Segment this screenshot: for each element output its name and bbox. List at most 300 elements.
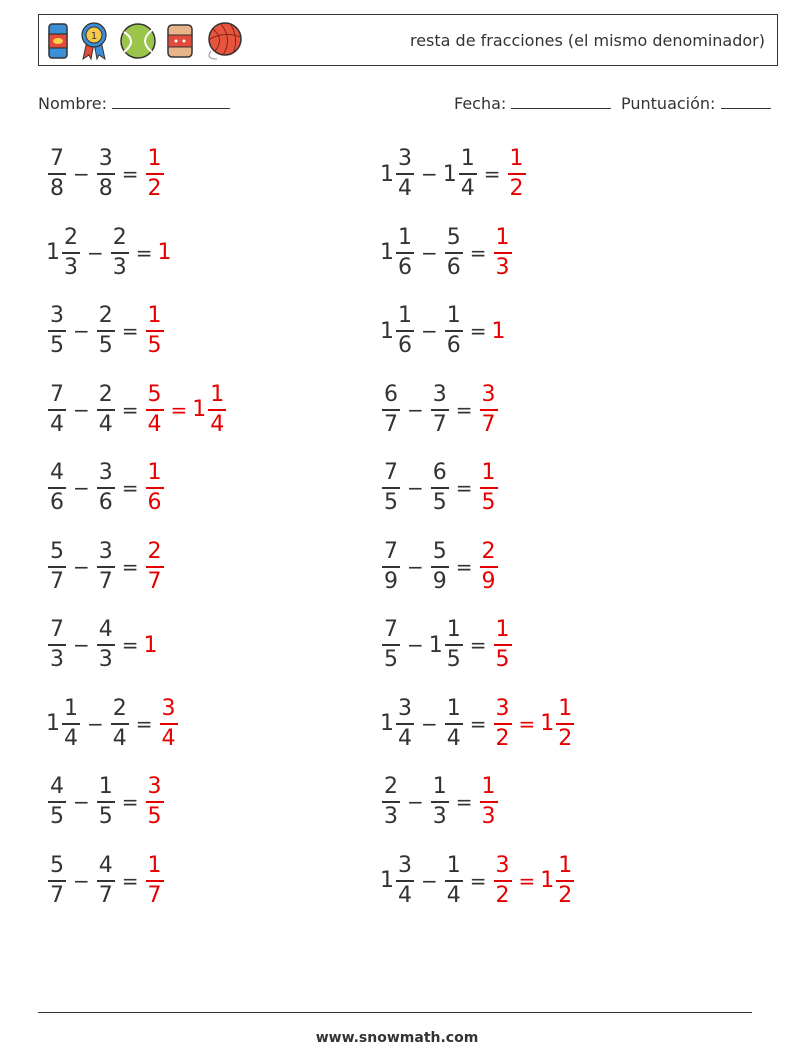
subtrahend — [443, 852, 465, 908]
denominator: 4 — [398, 725, 412, 751]
denominator: 9 — [481, 568, 496, 594]
answer-value — [144, 633, 158, 658]
fraction — [480, 776, 498, 828]
fraction — [382, 538, 400, 594]
answer-value — [158, 240, 172, 265]
fraction — [382, 776, 400, 828]
whole-number: 1 — [540, 711, 555, 736]
name-field — [38, 94, 230, 113]
minus-sign: − — [87, 240, 104, 265]
yarn-ball-icon — [203, 21, 247, 61]
problem-item — [46, 615, 158, 675]
problem-item — [380, 615, 514, 675]
whole-number: 1 — [380, 868, 394, 893]
minuend — [380, 148, 416, 200]
denominator: 4 — [161, 725, 176, 751]
name-label: Nombre: — [38, 94, 107, 113]
answer-value — [492, 619, 514, 671]
answer-value — [478, 538, 500, 594]
fraction — [445, 224, 463, 280]
can-icon — [47, 22, 69, 60]
denominator: 4 — [460, 176, 475, 201]
numerator: 5 — [431, 541, 449, 568]
numerator: 3 — [494, 855, 512, 882]
fraction — [494, 695, 512, 751]
equals-sign: = — [121, 162, 139, 186]
minuend — [380, 381, 402, 437]
numerator: 5 — [48, 541, 66, 568]
numerator: 1 — [494, 227, 512, 254]
equals-sign: = — [121, 790, 139, 814]
denominator: 3 — [112, 254, 127, 280]
denominator: 5 — [446, 647, 461, 672]
numerator: 4 — [97, 619, 115, 646]
medal-icon — [77, 21, 111, 61]
minuend — [380, 305, 416, 357]
fraction — [146, 776, 164, 828]
answer-value — [158, 695, 180, 751]
equals-sign: = — [455, 476, 473, 500]
minuend — [46, 619, 68, 671]
denominator: 7 — [50, 882, 64, 908]
fraction — [97, 619, 115, 671]
answer-value — [144, 148, 166, 200]
answer — [144, 148, 166, 200]
svg-text:1: 1 — [90, 31, 98, 42]
denominator: 6 — [50, 490, 64, 515]
numerator: 3 — [396, 148, 414, 175]
answer — [144, 633, 158, 658]
problem-item — [46, 223, 172, 283]
equals-sign: = — [170, 397, 188, 422]
numerator: 1 — [146, 462, 164, 489]
fraction — [480, 462, 498, 514]
denominator: 4 — [446, 882, 461, 908]
numerator: 4 — [97, 855, 115, 882]
minus-sign: − — [73, 162, 90, 186]
minus-sign: − — [407, 476, 424, 500]
denominator: 5 — [50, 333, 64, 358]
equals-sign: = — [518, 711, 536, 736]
whole-number: 1 — [442, 161, 457, 187]
denominator: 4 — [446, 725, 461, 751]
minuend — [380, 695, 416, 751]
minuend — [46, 381, 68, 437]
name-blank[interactable] — [112, 94, 230, 109]
denominator: 6 — [98, 490, 113, 515]
whole-number: 1 — [192, 397, 207, 422]
whole-number: 1 — [380, 161, 394, 187]
fraction — [431, 776, 449, 828]
problem-item — [380, 223, 514, 283]
fraction — [97, 462, 115, 514]
denominator: 7 — [147, 882, 162, 908]
fraction — [494, 852, 512, 908]
denominator: 7 — [481, 411, 496, 437]
numerator: 5 — [445, 227, 463, 254]
numerator: 5 — [146, 384, 164, 411]
denominator: 7 — [432, 411, 447, 437]
whole-number: 1 — [540, 868, 555, 893]
worksheet-title: resta de fracciones (el mismo denominador) — [409, 31, 765, 50]
answer — [144, 305, 166, 357]
numerator: 1 — [62, 698, 80, 725]
subtrahend — [95, 305, 117, 357]
minuend — [46, 462, 68, 514]
denominator: 9 — [432, 568, 447, 594]
equals-sign: = — [135, 240, 153, 265]
numerator: 1 — [508, 148, 526, 175]
subtrahend — [443, 148, 479, 200]
numerator: 1 — [146, 855, 164, 882]
fraction — [382, 462, 400, 514]
answer-value — [478, 776, 500, 828]
footer-url: www.snowmath.com — [315, 1030, 479, 1046]
fraction — [146, 852, 164, 908]
answer — [144, 538, 166, 594]
denominator: 5 — [98, 333, 113, 358]
answer-value — [492, 695, 514, 751]
icon-strip — [47, 21, 247, 61]
subtrahend — [95, 381, 117, 437]
denominator: 4 — [98, 411, 113, 437]
numerator: 3 — [48, 305, 66, 332]
minuend — [46, 776, 68, 828]
equals-sign: = — [121, 319, 139, 343]
answer — [478, 776, 500, 828]
denominator: 3 — [481, 804, 496, 829]
numerator: 7 — [382, 619, 400, 646]
minus-sign: − — [73, 633, 90, 657]
answer — [492, 695, 577, 751]
subtrahend — [95, 538, 117, 594]
bandage-icon — [165, 22, 195, 60]
minuend — [46, 695, 82, 751]
subtrahend — [109, 224, 131, 280]
fraction — [396, 695, 414, 751]
problem-item — [46, 772, 166, 832]
numerator: 1 — [97, 776, 115, 803]
fraction — [48, 776, 66, 828]
fraction — [208, 381, 226, 437]
fraction — [146, 538, 164, 594]
problem-item — [380, 851, 576, 911]
numerator: 7 — [382, 541, 400, 568]
denominator: 4 — [398, 882, 412, 908]
fraction — [97, 538, 115, 594]
fraction — [62, 695, 80, 751]
subtrahend — [429, 462, 451, 514]
answer — [144, 381, 229, 437]
numerator: 7 — [48, 619, 66, 646]
denominator: 2 — [558, 725, 573, 751]
numerator: 2 — [382, 776, 400, 803]
fraction — [396, 852, 414, 908]
minus-sign: − — [407, 790, 424, 814]
minuend — [380, 462, 402, 514]
answer — [478, 462, 500, 514]
denominator: 5 — [384, 647, 398, 672]
fraction — [97, 776, 115, 828]
fraction — [97, 852, 115, 908]
fraction — [48, 305, 66, 357]
answer-value — [506, 148, 528, 200]
whole-number: 1 — [143, 632, 158, 658]
equals-sign: = — [469, 868, 487, 893]
subtrahend — [95, 776, 117, 828]
denominator: 7 — [98, 568, 113, 594]
fraction — [494, 224, 512, 280]
subtrahend — [429, 619, 465, 671]
equals-sign: = — [455, 554, 473, 579]
denominator: 3 — [64, 254, 78, 280]
numerator: 7 — [48, 148, 66, 175]
fraction — [146, 305, 164, 357]
numerator: 4 — [48, 776, 66, 803]
denominator: 7 — [98, 882, 113, 908]
denominator: 8 — [50, 176, 64, 201]
denominator: 5 — [98, 804, 113, 829]
subtrahend — [95, 852, 117, 908]
problem-item — [46, 851, 166, 911]
numerator: 3 — [396, 855, 414, 882]
fraction — [396, 224, 414, 280]
whole-number: 1 — [46, 711, 60, 736]
denominator: 5 — [432, 490, 447, 515]
fraction — [556, 852, 574, 908]
numerator: 2 — [480, 541, 498, 568]
answer-value — [492, 224, 514, 280]
date-blank[interactable] — [511, 94, 611, 109]
problem-item — [380, 301, 506, 361]
problem-item — [380, 537, 500, 597]
subtrahend — [95, 462, 117, 514]
answer — [158, 240, 172, 265]
answer-value — [144, 305, 166, 357]
subtrahend — [443, 695, 465, 751]
numerator: 1 — [445, 855, 463, 882]
minus-sign: − — [421, 162, 438, 186]
denominator: 4 — [398, 176, 412, 201]
fraction — [556, 695, 574, 751]
fraction — [146, 148, 164, 200]
minuend — [380, 224, 416, 280]
denominator: 9 — [384, 568, 398, 594]
fraction — [97, 305, 115, 357]
subtrahend — [429, 381, 451, 437]
denominator: 4 — [50, 411, 64, 437]
numerator: 4 — [48, 462, 66, 489]
minus-sign: − — [421, 319, 438, 343]
numerator: 1 — [396, 305, 414, 332]
numerator: 1 — [556, 855, 574, 882]
fraction — [48, 462, 66, 514]
numerator: 2 — [111, 227, 129, 254]
numerator: 3 — [480, 384, 498, 411]
date-field — [454, 94, 611, 113]
answer — [492, 619, 514, 671]
problem-item — [46, 144, 166, 204]
numerator: 7 — [382, 462, 400, 489]
numerator: 6 — [431, 462, 449, 489]
fraction — [431, 462, 449, 514]
fraction — [396, 148, 414, 200]
numerator: 2 — [97, 305, 115, 332]
equals-sign: = — [469, 711, 487, 736]
minus-sign: − — [73, 319, 90, 343]
answer — [506, 148, 528, 200]
denominator: 4 — [64, 725, 78, 751]
denominator: 3 — [495, 254, 510, 280]
minuend — [46, 148, 68, 200]
problem-item — [46, 458, 166, 518]
minuend — [380, 852, 416, 908]
fraction — [97, 381, 115, 437]
minuend — [46, 852, 68, 908]
answer — [492, 224, 514, 280]
fraction — [111, 695, 129, 751]
denominator: 2 — [558, 882, 573, 908]
header-box — [38, 14, 778, 66]
denominator: 7 — [50, 568, 64, 594]
fraction — [146, 462, 164, 514]
fraction — [459, 148, 477, 200]
answer-value — [144, 852, 166, 908]
score-label: Puntuación: — [621, 94, 716, 113]
minuend — [380, 776, 402, 828]
minus-sign: − — [73, 790, 90, 814]
denominator: 2 — [495, 725, 510, 751]
equals-sign: = — [518, 868, 536, 893]
equals-sign: = — [121, 397, 139, 422]
whole-number: 1 — [380, 711, 394, 736]
fraction — [146, 381, 164, 437]
answer — [144, 776, 166, 828]
numerator: 2 — [62, 227, 80, 254]
subtrahend — [443, 224, 465, 280]
footer-rule — [38, 1012, 752, 1013]
fraction — [48, 619, 66, 671]
numerator: 2 — [97, 384, 115, 411]
minus-sign: − — [407, 554, 424, 579]
denominator: 7 — [147, 568, 162, 594]
answer-value — [478, 381, 500, 437]
denominator: 6 — [446, 333, 461, 358]
numerator: 2 — [146, 541, 164, 568]
numerator: 6 — [382, 384, 400, 411]
denominator: 3 — [50, 647, 64, 672]
fraction — [48, 852, 66, 908]
minus-sign: − — [407, 633, 424, 657]
whole-number: 1 — [491, 318, 506, 344]
numerator: 3 — [97, 462, 115, 489]
fraction — [445, 852, 463, 908]
subtrahend — [95, 148, 117, 200]
subtrahend — [429, 776, 451, 828]
numerator: 1 — [445, 305, 463, 332]
answer-value — [144, 462, 166, 514]
equals-sign: = — [469, 319, 487, 343]
fraction — [382, 619, 400, 671]
denominator: 4 — [147, 411, 162, 437]
score-blank[interactable] — [721, 94, 771, 109]
minuend — [380, 619, 402, 671]
minus-sign: − — [87, 711, 104, 736]
subtrahend — [109, 695, 131, 751]
minus-sign: − — [73, 868, 90, 893]
numerator: 1 — [396, 227, 414, 254]
fraction — [445, 619, 463, 671]
equals-sign: = — [121, 633, 139, 657]
denominator: 3 — [98, 647, 113, 672]
numerator: 5 — [48, 855, 66, 882]
numerator: 3 — [494, 698, 512, 725]
denominator: 3 — [384, 804, 398, 829]
minus-sign: − — [73, 397, 90, 422]
problem-item — [46, 380, 228, 440]
fraction — [445, 305, 463, 357]
problem-item — [380, 380, 500, 440]
denominator: 6 — [446, 254, 461, 280]
equals-sign: = — [469, 240, 487, 265]
answer-value — [192, 381, 228, 437]
answer — [478, 381, 500, 437]
date-label: Fecha: — [454, 94, 507, 113]
denominator: 5 — [50, 804, 64, 829]
problem-item — [46, 301, 166, 361]
score-field — [621, 94, 771, 113]
answer-value — [144, 776, 166, 828]
denominator: 4 — [112, 725, 127, 751]
denominator: 5 — [481, 490, 496, 515]
minus-sign: − — [73, 476, 90, 500]
numerator: 7 — [48, 384, 66, 411]
fraction — [382, 381, 400, 437]
problem-item — [380, 694, 576, 754]
whole-number: 1 — [428, 632, 443, 658]
fraction — [48, 148, 66, 200]
numerator: 3 — [160, 698, 178, 725]
denominator: 7 — [384, 411, 398, 437]
fraction — [62, 224, 80, 280]
whole-number: 1 — [380, 318, 394, 344]
denominator: 6 — [147, 490, 162, 515]
answer-value — [144, 381, 166, 437]
answer-value — [144, 538, 166, 594]
answer-value — [492, 319, 506, 344]
fraction — [97, 148, 115, 200]
numerator: 1 — [431, 776, 449, 803]
numerator: 1 — [459, 148, 477, 175]
minuend — [46, 305, 68, 357]
fraction — [431, 381, 449, 437]
problem-item — [380, 772, 500, 832]
equals-sign: = — [121, 868, 139, 893]
denominator: 5 — [384, 490, 398, 515]
numerator: 3 — [396, 698, 414, 725]
denominator: 3 — [432, 804, 447, 829]
fraction — [494, 619, 512, 671]
numerator: 1 — [494, 619, 512, 646]
answer-value — [540, 852, 576, 908]
numerator: 3 — [97, 148, 115, 175]
answer — [144, 852, 166, 908]
numerator: 1 — [480, 462, 498, 489]
fraction — [480, 381, 498, 437]
answer — [144, 462, 166, 514]
denominator: 2 — [495, 882, 510, 908]
equals-sign: = — [469, 633, 487, 657]
